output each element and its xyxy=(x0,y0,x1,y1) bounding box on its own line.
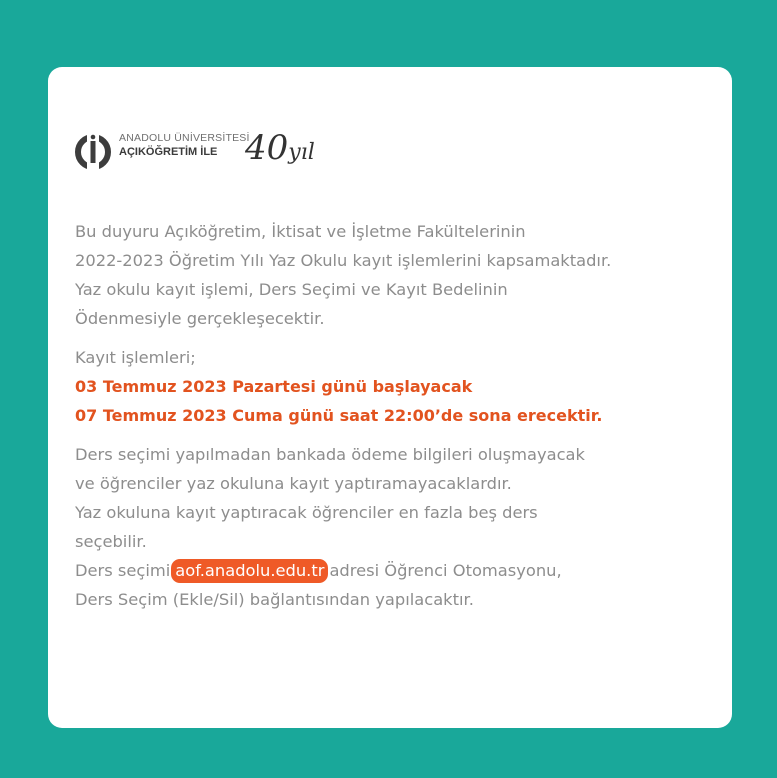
registration-heading: Kayıt işlemleri; xyxy=(75,348,196,367)
ders-line: Yaz okuluna kayıt yaptıracak öğrenciler en fazla beş ders xyxy=(75,503,538,522)
link-line xyxy=(75,556,725,585)
anadolu-40-yil-logo xyxy=(73,127,373,197)
course-selection-paragraph xyxy=(75,440,725,614)
intro-line: Ödenmesiyle gerçekleşecektir. xyxy=(75,309,325,328)
aof-link[interactable]: aof.anadolu.edu.tr xyxy=(171,559,328,583)
logo-40-yil xyxy=(245,128,315,170)
registration-dates xyxy=(75,343,725,430)
ders-line: Ders seçimi yapılmadan bankada ödeme bilgileri oluşmayacak xyxy=(75,445,585,464)
intro-paragraph xyxy=(75,217,725,333)
logo-yil-text: yıl xyxy=(288,140,315,165)
registration-end-date: 07 Temmuz 2023 Cuma günü saat 22:00’de sona erecektir. xyxy=(75,406,603,425)
ders-line: ve öğrenciler yaz okuluna kayıt yaptıramayacaklardır. xyxy=(75,474,512,493)
registration-start-date: 03 Temmuz 2023 Pazartesi günü başlayacak xyxy=(75,377,473,396)
logo-acikogretim-text: AÇIKÖĞRETİM İLE xyxy=(119,146,218,158)
announcement-card xyxy=(48,67,732,728)
ders-line: seçebilir. xyxy=(75,532,147,551)
intro-line: Yaz okulu kayıt işlemi, Ders Seçimi ve Kayıt Bedelinin xyxy=(75,280,508,299)
intro-line: 2022-2023 Öğretim Yılı Yaz Okulu kayıt işlemlerini kapsamaktadır. xyxy=(75,251,612,270)
logo-university-name: ANADOLU ÜNİVERSİTESİ xyxy=(119,132,250,144)
intro-line: Bu duyuru Açıköğretim, İktisat ve İşletme Fakültelerinin xyxy=(75,222,526,241)
anadolu-university-logo-icon xyxy=(73,132,113,172)
last-line: Ders Seçim (Ekle/Sil) bağlantısından yapılacaktır. xyxy=(75,590,474,609)
logo-number: 40 xyxy=(245,128,289,168)
link-line-before: Ders seçimi xyxy=(75,561,171,580)
link-line-after: adresi Öğrenci Otomasyonu, xyxy=(329,561,562,580)
